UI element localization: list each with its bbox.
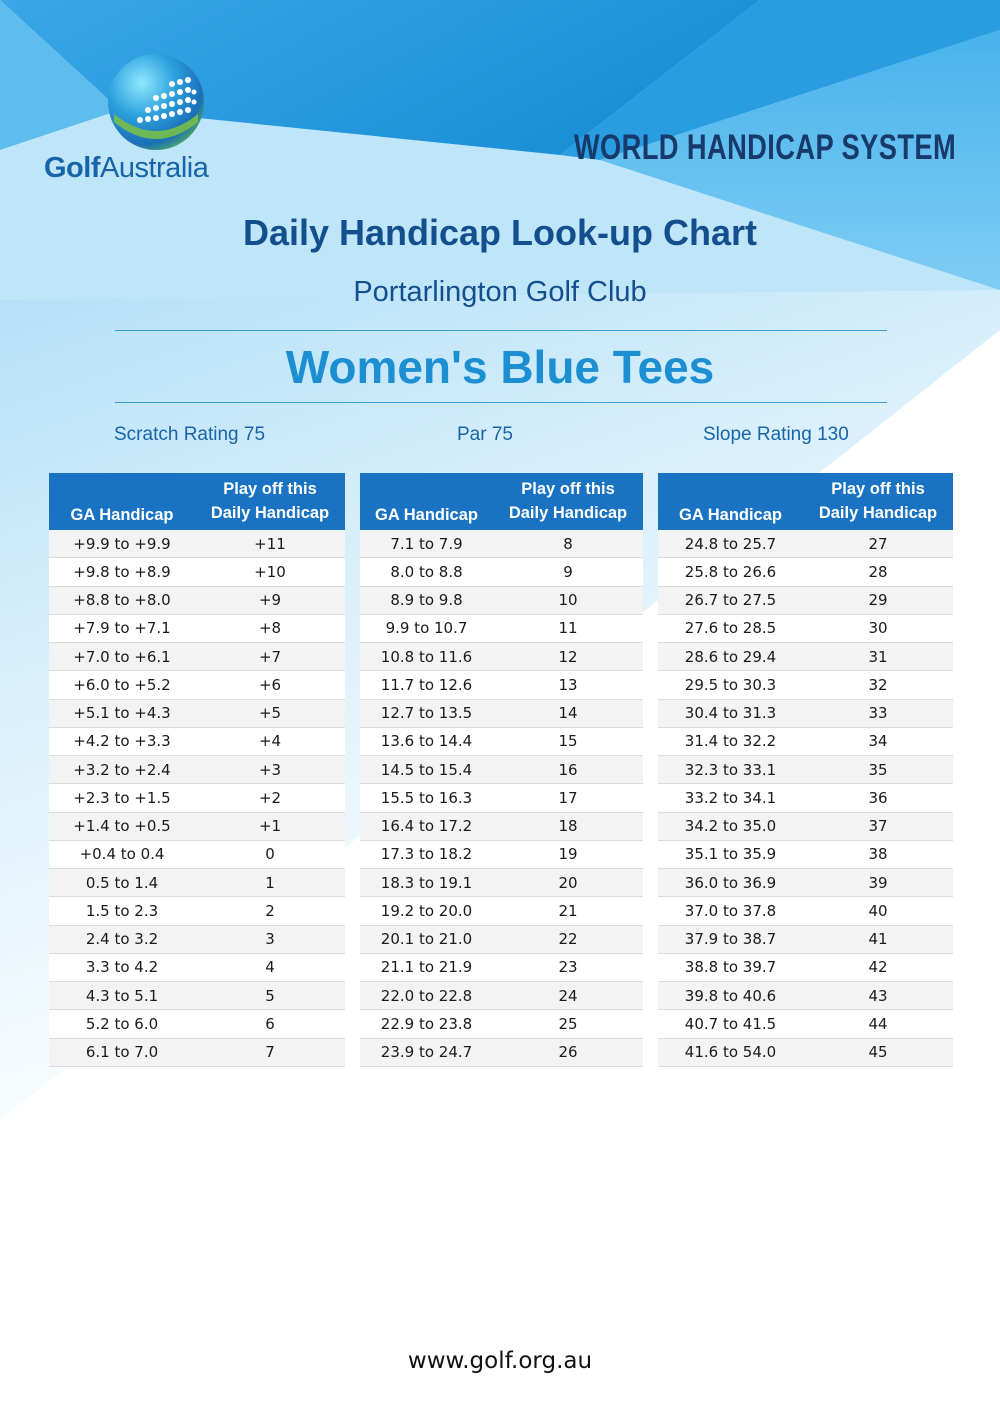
table-row bbox=[49, 841, 345, 869]
table-row bbox=[658, 1039, 953, 1067]
table-row bbox=[658, 1010, 953, 1038]
daily-handicap-value: +5 bbox=[258, 704, 282, 723]
ga-handicap-range: 15.5 to 16.3 bbox=[380, 788, 473, 807]
daily-handicap-value: 25 bbox=[558, 1014, 578, 1033]
daily-handicap-value: +7 bbox=[258, 647, 282, 666]
table-row bbox=[49, 558, 345, 586]
logo-brand-bold: Golf bbox=[44, 152, 100, 184]
daily-handicap-value: 44 bbox=[868, 1014, 888, 1033]
ga-handicap-range: +6.0 to +5.2 bbox=[73, 675, 171, 694]
ga-handicap-range: 9.9 to 10.7 bbox=[385, 619, 468, 638]
ga-handicap-range: 13.6 to 14.4 bbox=[380, 732, 473, 751]
table-row bbox=[360, 1039, 643, 1067]
table-header bbox=[360, 473, 643, 530]
ga-handicap-range: 6.1 to 7.0 bbox=[85, 1043, 159, 1062]
daily-handicap-value: +6 bbox=[258, 675, 282, 694]
ga-handicap-range: 29.5 to 30.3 bbox=[684, 675, 777, 694]
table-row bbox=[360, 558, 643, 586]
table-row bbox=[360, 671, 643, 699]
ga-handicap-range: 27.6 to 28.5 bbox=[684, 619, 777, 638]
header-play-off bbox=[195, 473, 345, 530]
table-row bbox=[658, 784, 953, 812]
ga-handicap-range: 20.1 to 21.0 bbox=[380, 930, 473, 949]
golf-australia-logo bbox=[44, 52, 224, 188]
page-title: Daily Handicap Look-up Chart bbox=[242, 212, 758, 253]
ga-handicap-range: 2.4 to 3.2 bbox=[85, 930, 159, 949]
ga-handicap-range: 14.5 to 15.4 bbox=[380, 760, 473, 779]
daily-handicap-value: 5 bbox=[265, 986, 275, 1005]
ga-handicap-range: 39.8 to 40.6 bbox=[684, 986, 777, 1005]
daily-handicap-value: 23 bbox=[558, 958, 578, 977]
ga-handicap-range: +4.2 to +3.3 bbox=[73, 732, 171, 751]
table-row bbox=[360, 643, 643, 671]
daily-handicap-value: 39 bbox=[868, 873, 888, 892]
table-row bbox=[360, 728, 643, 756]
daily-handicap-value: 31 bbox=[868, 647, 888, 666]
daily-handicap-value: 45 bbox=[868, 1043, 888, 1062]
logo-wordmark bbox=[44, 152, 208, 185]
ga-handicap-range: +9.8 to +8.9 bbox=[73, 562, 171, 581]
ga-handicap-range: 8.9 to 9.8 bbox=[390, 591, 463, 610]
table-row bbox=[49, 728, 345, 756]
header-play-line2: Daily Handicap bbox=[818, 504, 938, 522]
table-row bbox=[658, 587, 953, 615]
daily-handicap-value: 34 bbox=[868, 732, 888, 751]
ga-handicap-range: 4.3 to 5.1 bbox=[85, 986, 159, 1005]
ga-handicap-range: 7.1 to 7.9 bbox=[390, 534, 463, 553]
table-row bbox=[49, 700, 345, 728]
ga-handicap-range: 37.0 to 37.8 bbox=[684, 901, 777, 920]
table-row bbox=[360, 756, 643, 784]
table-row bbox=[49, 530, 345, 558]
header-play-off bbox=[493, 473, 643, 530]
ga-handicap-range: +3.2 to +2.4 bbox=[73, 760, 171, 779]
ga-handicap-range: 11.7 to 12.6 bbox=[380, 675, 473, 694]
daily-handicap-value: 33 bbox=[868, 704, 888, 723]
daily-handicap-value: 28 bbox=[868, 562, 888, 581]
golf-ball-globe-icon bbox=[106, 52, 206, 152]
table-row bbox=[658, 897, 953, 925]
table-row bbox=[49, 982, 345, 1010]
ga-handicap-range: 22.9 to 23.8 bbox=[380, 1014, 473, 1033]
table-row bbox=[360, 784, 643, 812]
daily-handicap-value: 19 bbox=[558, 845, 578, 864]
table-body bbox=[49, 530, 345, 1067]
table-row bbox=[360, 813, 643, 841]
daily-handicap-value: 22 bbox=[558, 930, 578, 949]
system-title: WORLD HANDICAP SYSTEM bbox=[573, 128, 956, 167]
daily-handicap-value: 4 bbox=[265, 958, 275, 977]
divider-bottom bbox=[115, 402, 887, 403]
header-ga-handicap: GA Handicap bbox=[375, 506, 478, 524]
daily-handicap-value: 1 bbox=[265, 873, 275, 892]
daily-handicap-value: +11 bbox=[254, 534, 286, 553]
daily-handicap-value: 0 bbox=[265, 845, 275, 864]
slope-rating: Slope Rating 130 bbox=[703, 424, 849, 445]
table-row bbox=[658, 728, 953, 756]
daily-handicap-value: 8 bbox=[563, 534, 573, 553]
daily-handicap-value: +8 bbox=[258, 619, 282, 638]
daily-handicap-value: 36 bbox=[868, 788, 888, 807]
table-body bbox=[658, 530, 953, 1067]
ga-handicap-range: 24.8 to 25.7 bbox=[684, 534, 777, 553]
table-row bbox=[49, 784, 345, 812]
ga-handicap-range: 16.4 to 17.2 bbox=[380, 817, 473, 836]
table-row bbox=[49, 643, 345, 671]
table-row bbox=[49, 615, 345, 643]
header-play-off bbox=[803, 473, 953, 530]
daily-handicap-value: 35 bbox=[868, 760, 888, 779]
daily-handicap-value: 21 bbox=[558, 901, 578, 920]
table-row bbox=[658, 869, 953, 897]
table-row bbox=[658, 841, 953, 869]
ga-handicap-range: 38.8 to 39.7 bbox=[684, 958, 777, 977]
ga-handicap-range: +2.3 to +1.5 bbox=[73, 788, 171, 807]
header-ga-handicap: GA Handicap bbox=[70, 506, 174, 524]
table-row bbox=[360, 700, 643, 728]
daily-handicap-value: 15 bbox=[558, 732, 578, 751]
ga-handicap-range: 28.6 to 29.4 bbox=[684, 647, 777, 666]
daily-handicap-value: 32 bbox=[868, 675, 888, 694]
ga-handicap-range: 5.2 to 6.0 bbox=[85, 1014, 159, 1033]
table-row bbox=[360, 841, 643, 869]
table-row bbox=[658, 671, 953, 699]
ga-handicap-range: 30.4 to 31.3 bbox=[684, 704, 777, 723]
header-play-line1: Play off this bbox=[831, 480, 925, 498]
ga-handicap-range: 0.5 to 1.4 bbox=[85, 873, 159, 892]
daily-handicap-value: 38 bbox=[868, 845, 888, 864]
table-row bbox=[49, 897, 345, 925]
daily-handicap-value: 27 bbox=[868, 534, 888, 553]
table-row bbox=[360, 926, 643, 954]
ga-handicap-range: +5.1 to +4.3 bbox=[73, 704, 171, 723]
ga-handicap-range: +1.4 to +0.5 bbox=[73, 817, 171, 836]
ga-handicap-range: +7.9 to +7.1 bbox=[73, 619, 171, 638]
table-row bbox=[49, 1010, 345, 1038]
ga-handicap-range: 10.8 to 11.6 bbox=[380, 647, 473, 666]
handicap-table-3 bbox=[658, 473, 953, 1067]
daily-handicap-value: 30 bbox=[868, 619, 888, 638]
daily-handicap-value: 17 bbox=[558, 788, 578, 807]
ga-handicap-range: 37.9 to 38.7 bbox=[684, 930, 777, 949]
ga-handicap-range: 25.8 to 26.6 bbox=[684, 562, 777, 581]
daily-handicap-value: 7 bbox=[265, 1043, 275, 1062]
daily-handicap-value: 41 bbox=[868, 930, 888, 949]
table-row bbox=[360, 1010, 643, 1038]
ga-handicap-range: 33.2 to 34.1 bbox=[684, 788, 777, 807]
table-header bbox=[658, 473, 953, 530]
daily-handicap-value: +9 bbox=[258, 591, 282, 610]
ga-handicap-range: 3.3 to 4.2 bbox=[85, 958, 159, 977]
daily-handicap-value: 18 bbox=[558, 817, 578, 836]
table-row bbox=[49, 671, 345, 699]
ga-handicap-range: +0.4 to 0.4 bbox=[79, 845, 165, 864]
table-row bbox=[360, 587, 643, 615]
table-row bbox=[49, 954, 345, 982]
footer-website: www.golf.org.au bbox=[407, 1348, 593, 1374]
table-row bbox=[49, 813, 345, 841]
ga-handicap-range: 23.9 to 24.7 bbox=[380, 1043, 473, 1062]
header-play-line2: Daily Handicap bbox=[508, 504, 628, 522]
ga-handicap-range: 35.1 to 35.9 bbox=[684, 845, 777, 864]
table-row bbox=[360, 615, 643, 643]
club-name: Portarlington Golf Club bbox=[353, 276, 647, 308]
daily-handicap-value: 11 bbox=[558, 619, 578, 638]
table-row bbox=[49, 1039, 345, 1067]
ga-handicap-range: 21.1 to 21.9 bbox=[380, 958, 473, 977]
daily-handicap-value: +4 bbox=[258, 732, 282, 751]
table-row bbox=[658, 813, 953, 841]
table-row bbox=[360, 869, 643, 897]
table-row bbox=[658, 756, 953, 784]
daily-handicap-value: 13 bbox=[558, 675, 578, 694]
table-row bbox=[658, 700, 953, 728]
ga-handicap-range: 18.3 to 19.1 bbox=[380, 873, 473, 892]
ga-handicap-range: 12.7 to 13.5 bbox=[380, 704, 473, 723]
daily-handicap-value: 43 bbox=[868, 986, 888, 1005]
ga-handicap-range: 31.4 to 32.2 bbox=[684, 732, 777, 751]
table-row bbox=[658, 954, 953, 982]
daily-handicap-value: 3 bbox=[265, 930, 275, 949]
ga-handicap-range: 41.6 to 54.0 bbox=[684, 1043, 777, 1062]
ga-handicap-range: 34.2 to 35.0 bbox=[684, 817, 777, 836]
header-play-line2: Daily Handicap bbox=[210, 504, 330, 522]
ga-handicap-range: 36.0 to 36.9 bbox=[684, 873, 777, 892]
table-row bbox=[49, 869, 345, 897]
ga-handicap-range: +9.9 to +9.9 bbox=[73, 534, 171, 553]
daily-handicap-value: 26 bbox=[558, 1043, 578, 1062]
table-row bbox=[49, 756, 345, 784]
table-row bbox=[658, 530, 953, 558]
daily-handicap-value: 12 bbox=[558, 647, 578, 666]
daily-handicap-value: 24 bbox=[558, 986, 578, 1005]
par-rating: Par 75 bbox=[457, 424, 513, 445]
ga-handicap-range: 19.2 to 20.0 bbox=[380, 901, 473, 920]
daily-handicap-value: 40 bbox=[868, 901, 888, 920]
table-row bbox=[658, 558, 953, 586]
ga-handicap-range: 40.7 to 41.5 bbox=[684, 1014, 777, 1033]
daily-handicap-value: 2 bbox=[265, 901, 275, 920]
daily-handicap-value: 9 bbox=[563, 562, 573, 581]
handicap-table-2 bbox=[360, 473, 643, 1067]
table-body bbox=[360, 530, 643, 1067]
table-row bbox=[49, 926, 345, 954]
table-header bbox=[49, 473, 345, 530]
ga-handicap-range: 32.3 to 33.1 bbox=[684, 760, 777, 779]
daily-handicap-value: 20 bbox=[558, 873, 578, 892]
daily-handicap-value: 16 bbox=[558, 760, 578, 779]
table-row bbox=[658, 615, 953, 643]
header-play-line1: Play off this bbox=[223, 480, 317, 498]
logo-brand-regular: Australia bbox=[100, 152, 209, 184]
table-row bbox=[658, 643, 953, 671]
tees-heading: Women's Blue Tees bbox=[285, 341, 715, 393]
daily-handicap-value: 37 bbox=[868, 817, 888, 836]
table-row bbox=[49, 587, 345, 615]
ga-handicap-range: +8.8 to +8.0 bbox=[73, 591, 171, 610]
daily-handicap-value: 6 bbox=[265, 1014, 275, 1033]
daily-handicap-value: 14 bbox=[558, 704, 578, 723]
scratch-rating: Scratch Rating 75 bbox=[114, 424, 266, 445]
table-row bbox=[360, 982, 643, 1010]
table-row bbox=[658, 982, 953, 1010]
daily-handicap-value: +2 bbox=[258, 788, 282, 807]
ga-handicap-range: 22.0 to 22.8 bbox=[380, 986, 473, 1005]
daily-handicap-value: 42 bbox=[868, 958, 888, 977]
table-row bbox=[658, 926, 953, 954]
header-play-line1: Play off this bbox=[521, 480, 615, 498]
ga-handicap-range: 8.0 to 8.8 bbox=[390, 562, 463, 581]
ga-handicap-range: +7.0 to +6.1 bbox=[73, 647, 171, 666]
daily-handicap-value: 10 bbox=[558, 591, 578, 610]
ga-handicap-range: 1.5 to 2.3 bbox=[85, 901, 159, 920]
daily-handicap-value: +10 bbox=[254, 562, 286, 581]
ga-handicap-range: 26.7 to 27.5 bbox=[684, 591, 777, 610]
ga-handicap-range: 17.3 to 18.2 bbox=[380, 845, 473, 864]
daily-handicap-value: 29 bbox=[868, 591, 888, 610]
header-ga-handicap: GA Handicap bbox=[679, 506, 782, 524]
daily-handicap-value: +3 bbox=[258, 760, 282, 779]
daily-handicap-value: +1 bbox=[258, 817, 282, 836]
table-row bbox=[360, 954, 643, 982]
handicap-table-1 bbox=[49, 473, 345, 1067]
table-row bbox=[360, 897, 643, 925]
table-row bbox=[360, 530, 643, 558]
divider-top bbox=[115, 330, 887, 331]
